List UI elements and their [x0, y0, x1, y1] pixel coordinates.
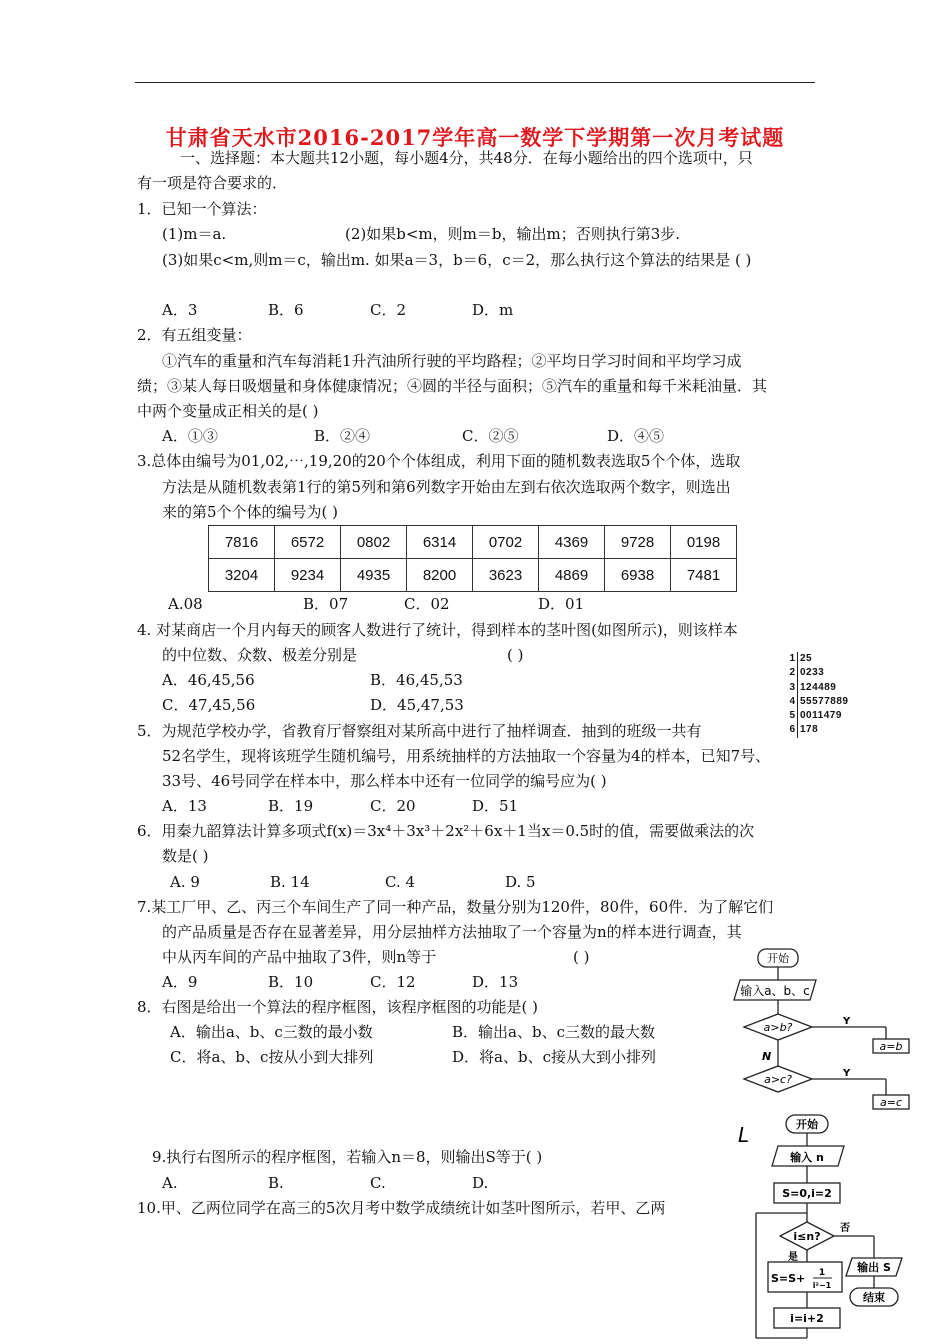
- table-cell: 6572: [275, 526, 341, 559]
- table-cell: 3623: [473, 559, 539, 592]
- text-line: A．输出a、b、c三数的最小数: [170, 1023, 373, 1041]
- text-line: 有一项是符合要求的．: [137, 174, 288, 192]
- text-line: C．47,45,56: [162, 696, 256, 714]
- table-cell: 4869: [539, 559, 605, 592]
- text-line: B. 14: [270, 873, 310, 891]
- text-line: D.: [472, 1174, 489, 1192]
- table-cell: 4935: [341, 559, 407, 592]
- text-line: D. 5: [505, 873, 536, 891]
- text-line: D．④⑤: [607, 427, 665, 445]
- text-line: 中从丙车间的产品中抽取了3件，则n等于: [162, 948, 437, 966]
- text-line: B．10: [268, 973, 314, 991]
- stem-leaf-row: [788, 695, 849, 709]
- text-line: (3)如果c<m,则m＝c，输出m. 如果a＝3，b＝6，c＝2，那么执行这个算法的结果是 ( ): [162, 251, 752, 269]
- flow1-no: N: [762, 1050, 772, 1063]
- text-line: 绩；③某人每日吸烟量和身体健康情况；④圆的半径与面积；⑤汽车的重量和每千米耗油量．其: [137, 377, 768, 395]
- stem-leaf-row: [788, 666, 849, 680]
- table-cell: 0198: [671, 526, 737, 559]
- text-line: ①汽车的重量和汽车每消耗1升汽油所行驶的平均路程；②平均日学习时间和平均学习成: [162, 352, 742, 370]
- text-line: C．将a、b、c按从小到大排列: [170, 1048, 374, 1066]
- table-cell: 9728: [605, 526, 671, 559]
- leaves: 25: [800, 653, 813, 664]
- text-line: 的产品质量是否存在显著差异，用分层抽样方法抽取了一个容量为n的样本进行调查，其: [162, 923, 742, 941]
- text-line: A．13: [162, 797, 207, 815]
- text-line: B.: [268, 1174, 284, 1192]
- text-line: 1．已知一个算法：: [137, 200, 267, 218]
- table-cell: 7816: [209, 526, 275, 559]
- table-cell: 0702: [473, 526, 539, 559]
- text-line: A．9: [162, 973, 198, 991]
- text-line: ( ): [573, 948, 590, 966]
- flow2-output: 输出 S: [857, 1261, 891, 1274]
- text-line: 方法是从随机数表第1行的第5列和第6列数字开始由左到右依次选取两个数字，则选出: [162, 478, 731, 496]
- stem-leaf-plot: [788, 652, 849, 738]
- table-cell: 3204: [209, 559, 275, 592]
- leaves: 0011479: [800, 710, 842, 722]
- text-line: A．3: [162, 301, 198, 319]
- stem-leaf-row: [788, 723, 849, 737]
- flowchart-q9: [750, 1112, 930, 1344]
- flow2-frac-num: 1: [818, 1268, 826, 1278]
- flow1-assign1: a=b: [879, 1040, 903, 1053]
- text-line: 8．右图是给出一个算法的程序框图，该程序框图的功能是( ): [137, 998, 539, 1016]
- table-row: [209, 559, 737, 592]
- text-line: C．12: [370, 973, 416, 991]
- text-line: 52名学生，现将该班学生随机编号，用系统抽样的方法抽取一个容量为4的样本，已知7号、: [162, 747, 771, 765]
- text-line: A．①③: [162, 427, 218, 445]
- stem: 2: [788, 666, 798, 680]
- flowchart-q8: [728, 945, 928, 1115]
- stem: 4: [788, 695, 798, 709]
- text-line: 4. 对某商店一个月内每天的顾客人数进行了统计，得到样本的茎叶图(如图所示)，则该样本: [137, 621, 738, 639]
- text-line: 9.执行右图所示的程序框图，若输入n＝8，则输出S等于( ): [152, 1148, 543, 1166]
- header-rule: [135, 82, 815, 83]
- text-line: (2)如果b<m，则m＝b，输出m；否则执行第3步.: [345, 225, 681, 243]
- flow2-cond: i≤n?: [793, 1230, 821, 1243]
- text-line: A．46,45,56: [162, 671, 255, 689]
- flow1-start: 开始: [767, 952, 789, 965]
- text-line: A.08: [168, 595, 203, 613]
- flow2-start: 开始: [796, 1118, 818, 1131]
- stem: 1: [788, 652, 798, 666]
- flow2-input: 输入 n: [790, 1151, 824, 1164]
- text-line: 7.某工厂甲、乙、丙三个车间生产了同一种产品，数量分别为120件，80件，60件．为了解它们: [137, 898, 774, 916]
- leaves: 124489: [800, 681, 837, 693]
- text-line: B．46,45,53: [370, 671, 463, 689]
- text-line: C. 4: [385, 873, 416, 891]
- stem-leaf-row: [788, 652, 849, 666]
- table-cell: 4369: [539, 526, 605, 559]
- flow1-input: 输入a、b、c: [740, 984, 810, 998]
- table-cell: 7481: [671, 559, 737, 592]
- text-line: 数是( ): [162, 847, 209, 865]
- text-line: D．45,47,53: [370, 696, 464, 714]
- svg-text:L: L: [738, 1123, 750, 1147]
- text-line: D．m: [472, 301, 514, 319]
- text-line: 33号、46号同学在样本中，那么样本中还有一位同学的编号应为( ): [162, 772, 607, 790]
- text-line: A.: [162, 1174, 178, 1192]
- text-line: C．②⑤: [462, 427, 519, 445]
- text-line: ( ): [507, 646, 524, 664]
- text-line: B．07: [303, 595, 349, 613]
- stem: 5: [788, 709, 798, 723]
- table-cell: 6314: [407, 526, 473, 559]
- flow1-yes2: Y: [843, 1068, 851, 1079]
- stem: 6: [788, 723, 798, 737]
- flow1-yes1: Y: [843, 1016, 851, 1027]
- flow1-cond1: a>b?: [763, 1021, 793, 1034]
- stem-leaf-row: [788, 709, 849, 723]
- table-cell: 8200: [407, 559, 473, 592]
- text-line: D．01: [538, 595, 585, 613]
- text-line: 来的第5个个体的编号为( ): [162, 503, 339, 521]
- random-number-table: [208, 525, 737, 592]
- text-line: A. 9: [170, 873, 200, 891]
- leaves: 178: [800, 724, 819, 736]
- text-line: 中两个变量成正相关的是( ): [137, 402, 319, 420]
- flow2-yes: 是: [788, 1252, 798, 1263]
- flow2-init: S=0,i=2: [782, 1187, 832, 1200]
- flow2-end: 结束: [863, 1291, 885, 1304]
- text-line: C.: [370, 1174, 386, 1192]
- flow1-assign2: a=c: [879, 1096, 903, 1109]
- flow2-frac-den: i²−1: [812, 1281, 832, 1290]
- text-line: D．将a、b、c接从大到小排列: [452, 1048, 656, 1066]
- leaves: 0233: [800, 667, 825, 679]
- text-line: 2．有五组变量：: [137, 326, 252, 344]
- text-line: 5．为规范学校办学，省教育厅督察组对某所高中进行了抽样调查．抽到的班级一共有: [137, 722, 702, 740]
- page-title: 甘肃省天水市2016-2017学年高一数学下学期第一次月考试题: [165, 125, 785, 150]
- text-line: D．13: [472, 973, 519, 991]
- text-line: 3.总体由编号为01,02,⋯,19,20的20个个体组成，利用下面的随机数表选取5个个体，选取: [137, 452, 741, 470]
- text-line: B．②④: [314, 427, 371, 445]
- text-line: 6．用秦九韶算法计算多项式f(x)＝3x⁴＋3x³＋2x²＋6x＋1当x＝0.5时的值，需要做乘法的次: [137, 822, 755, 840]
- text-line: (1)m＝a.: [162, 225, 227, 243]
- table-cell: 6938: [605, 559, 671, 592]
- text-line: 的中位数、众数、极差分别是: [162, 646, 358, 664]
- flow1-cond2: a>c?: [764, 1073, 792, 1086]
- flow2-no: 否: [840, 1223, 850, 1234]
- table-row: [209, 526, 737, 559]
- flow2-s-prefix: S=S+: [771, 1272, 806, 1285]
- text-line: C．02: [404, 595, 450, 613]
- stem: 3: [788, 681, 798, 695]
- table-cell: 0802: [341, 526, 407, 559]
- text-line: 10.甲、乙两位同学在高三的5次月考中数学成绩统计如茎叶图所示，若甲、乙两: [137, 1199, 666, 1217]
- text-line: B．19: [268, 797, 314, 815]
- text-line: C．2: [370, 301, 407, 319]
- text-line: B．6: [268, 301, 304, 319]
- flow2-incr: i=i+2: [790, 1312, 824, 1325]
- stem-leaf-row: [788, 681, 849, 695]
- text-line: 一、选择题：本大题共12小题，每小题4分，共48分．在每小题给出的四个选项中，只: [180, 149, 753, 167]
- leaves: 55577889: [800, 695, 849, 707]
- text-line: B．输出a、b、c三数的最大数: [452, 1023, 655, 1041]
- table-cell: 9234: [275, 559, 341, 592]
- text-line: D．51: [472, 797, 519, 815]
- text-line: C．20: [370, 797, 416, 815]
